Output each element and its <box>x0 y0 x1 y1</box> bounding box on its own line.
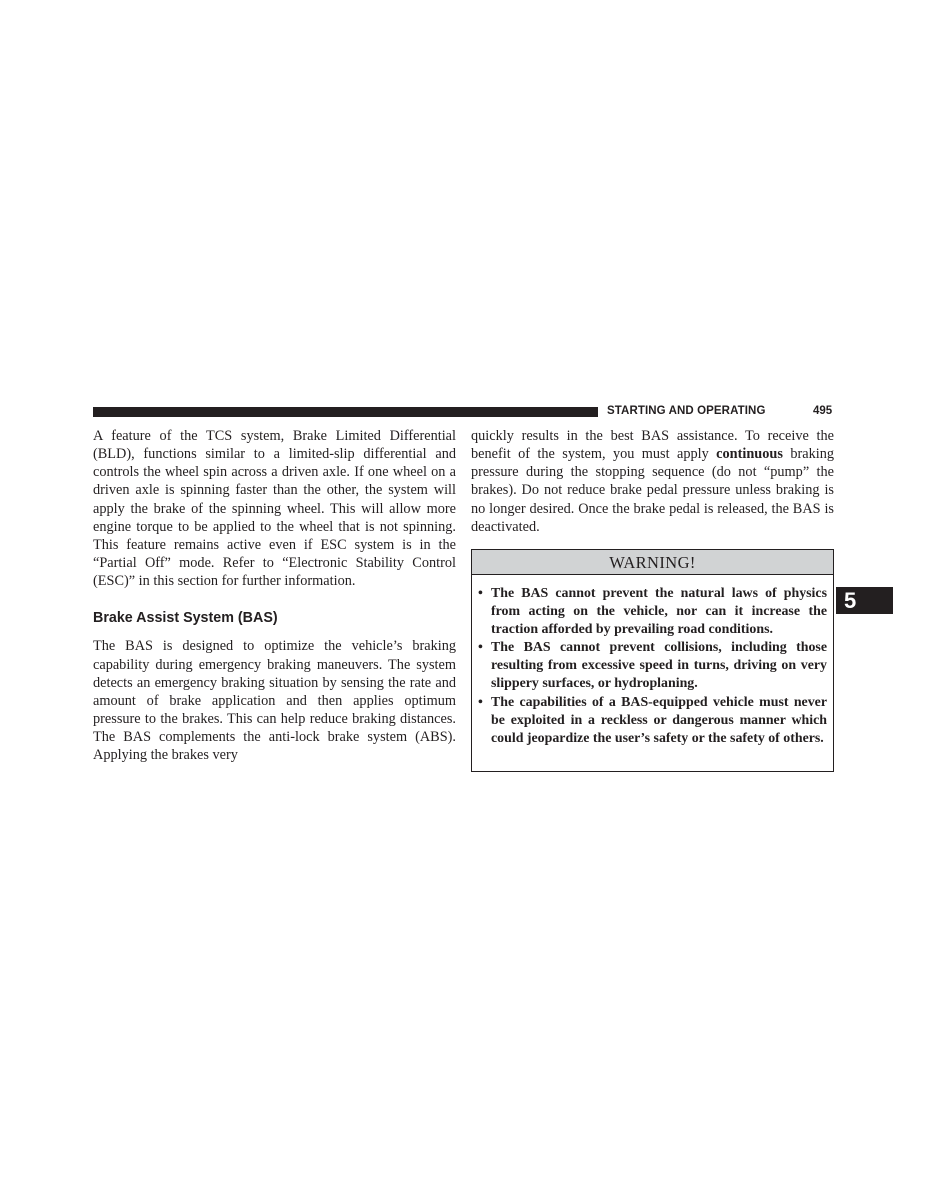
bullet-icon: • <box>478 640 483 656</box>
left-column <box>93 427 456 765</box>
bas-continued-text-end: braking pressure during the stopping sequence (do not “pump” the brakes). Do not reduce brake pedal pressure unless braking is no longer desired. Once the brake pedal is released, the BAS is deactivated. <box>471 446 834 535</box>
bullet-icon: • <box>478 586 483 601</box>
continuous-emphasis: continuous <box>716 446 783 463</box>
section-heading-bas: Brake Assist System (BAS) <box>93 610 278 627</box>
warning-item <box>478 585 827 639</box>
right-column <box>471 427 834 536</box>
bas-continued-text-start: quickly results in the best BAS assistance. To receive the benefit of the system, you must apply <box>471 428 834 463</box>
bld-paragraph: A feature of the TCS system, Brake Limited Differential (BLD), functions similar to a limited-slip differential and controls the wheel spin across a driven axle. If one wheel on a driven axle is spinning faster than the other, the system will apply the brake of the spinning wheel. This will allow more engine torque to be applied to the wheel that is not spinning. This feature remains active even if ESC system is in the “Partial Off” mode. Refer to “Electronic Stability Control (ESC)” in this section for further information. <box>93 428 456 590</box>
warning-item <box>478 694 827 748</box>
bas-paragraph: The BAS is designed to optimize the vehicle’s braking capability during emergency braking maneuvers. The system detects an emergency braking situation by sensing the rate and amount of brake application and then applies optimum pressure to the brakes. This can help reduce braking distances. The BAS complements the anti-lock brake system (ABS). Applying the brakes very <box>93 638 456 764</box>
chapter-tab <box>836 587 893 614</box>
header-rule <box>93 407 598 417</box>
warning-title: WARNING! <box>472 550 833 575</box>
page-number: 495 <box>813 405 833 417</box>
chapter-number: 5 <box>844 588 857 613</box>
running-header-section-title: STARTING AND OPERATING <box>607 405 766 417</box>
warning-item-text: The BAS cannot prevent collisions, including those resulting from excessive speed in turns, driving on very slippery surfaces, or hydroplaning. <box>491 640 827 692</box>
warning-item <box>478 639 827 693</box>
warning-item-text: The BAS cannot prevent the natural laws of physics from acting on the vehicle, nor can it increase the traction afforded by prevailing road conditions. <box>491 586 827 638</box>
warning-box <box>471 549 834 772</box>
warning-list <box>472 575 833 748</box>
bullet-icon: • <box>478 694 483 710</box>
warning-item-text: The capabilities of a BAS-equipped vehicle must never be exploited in a reckless or dangerous manner which could jeopardize the user’s safety or the safety of others. <box>491 694 827 746</box>
bas-continued-paragraph <box>471 427 834 536</box>
